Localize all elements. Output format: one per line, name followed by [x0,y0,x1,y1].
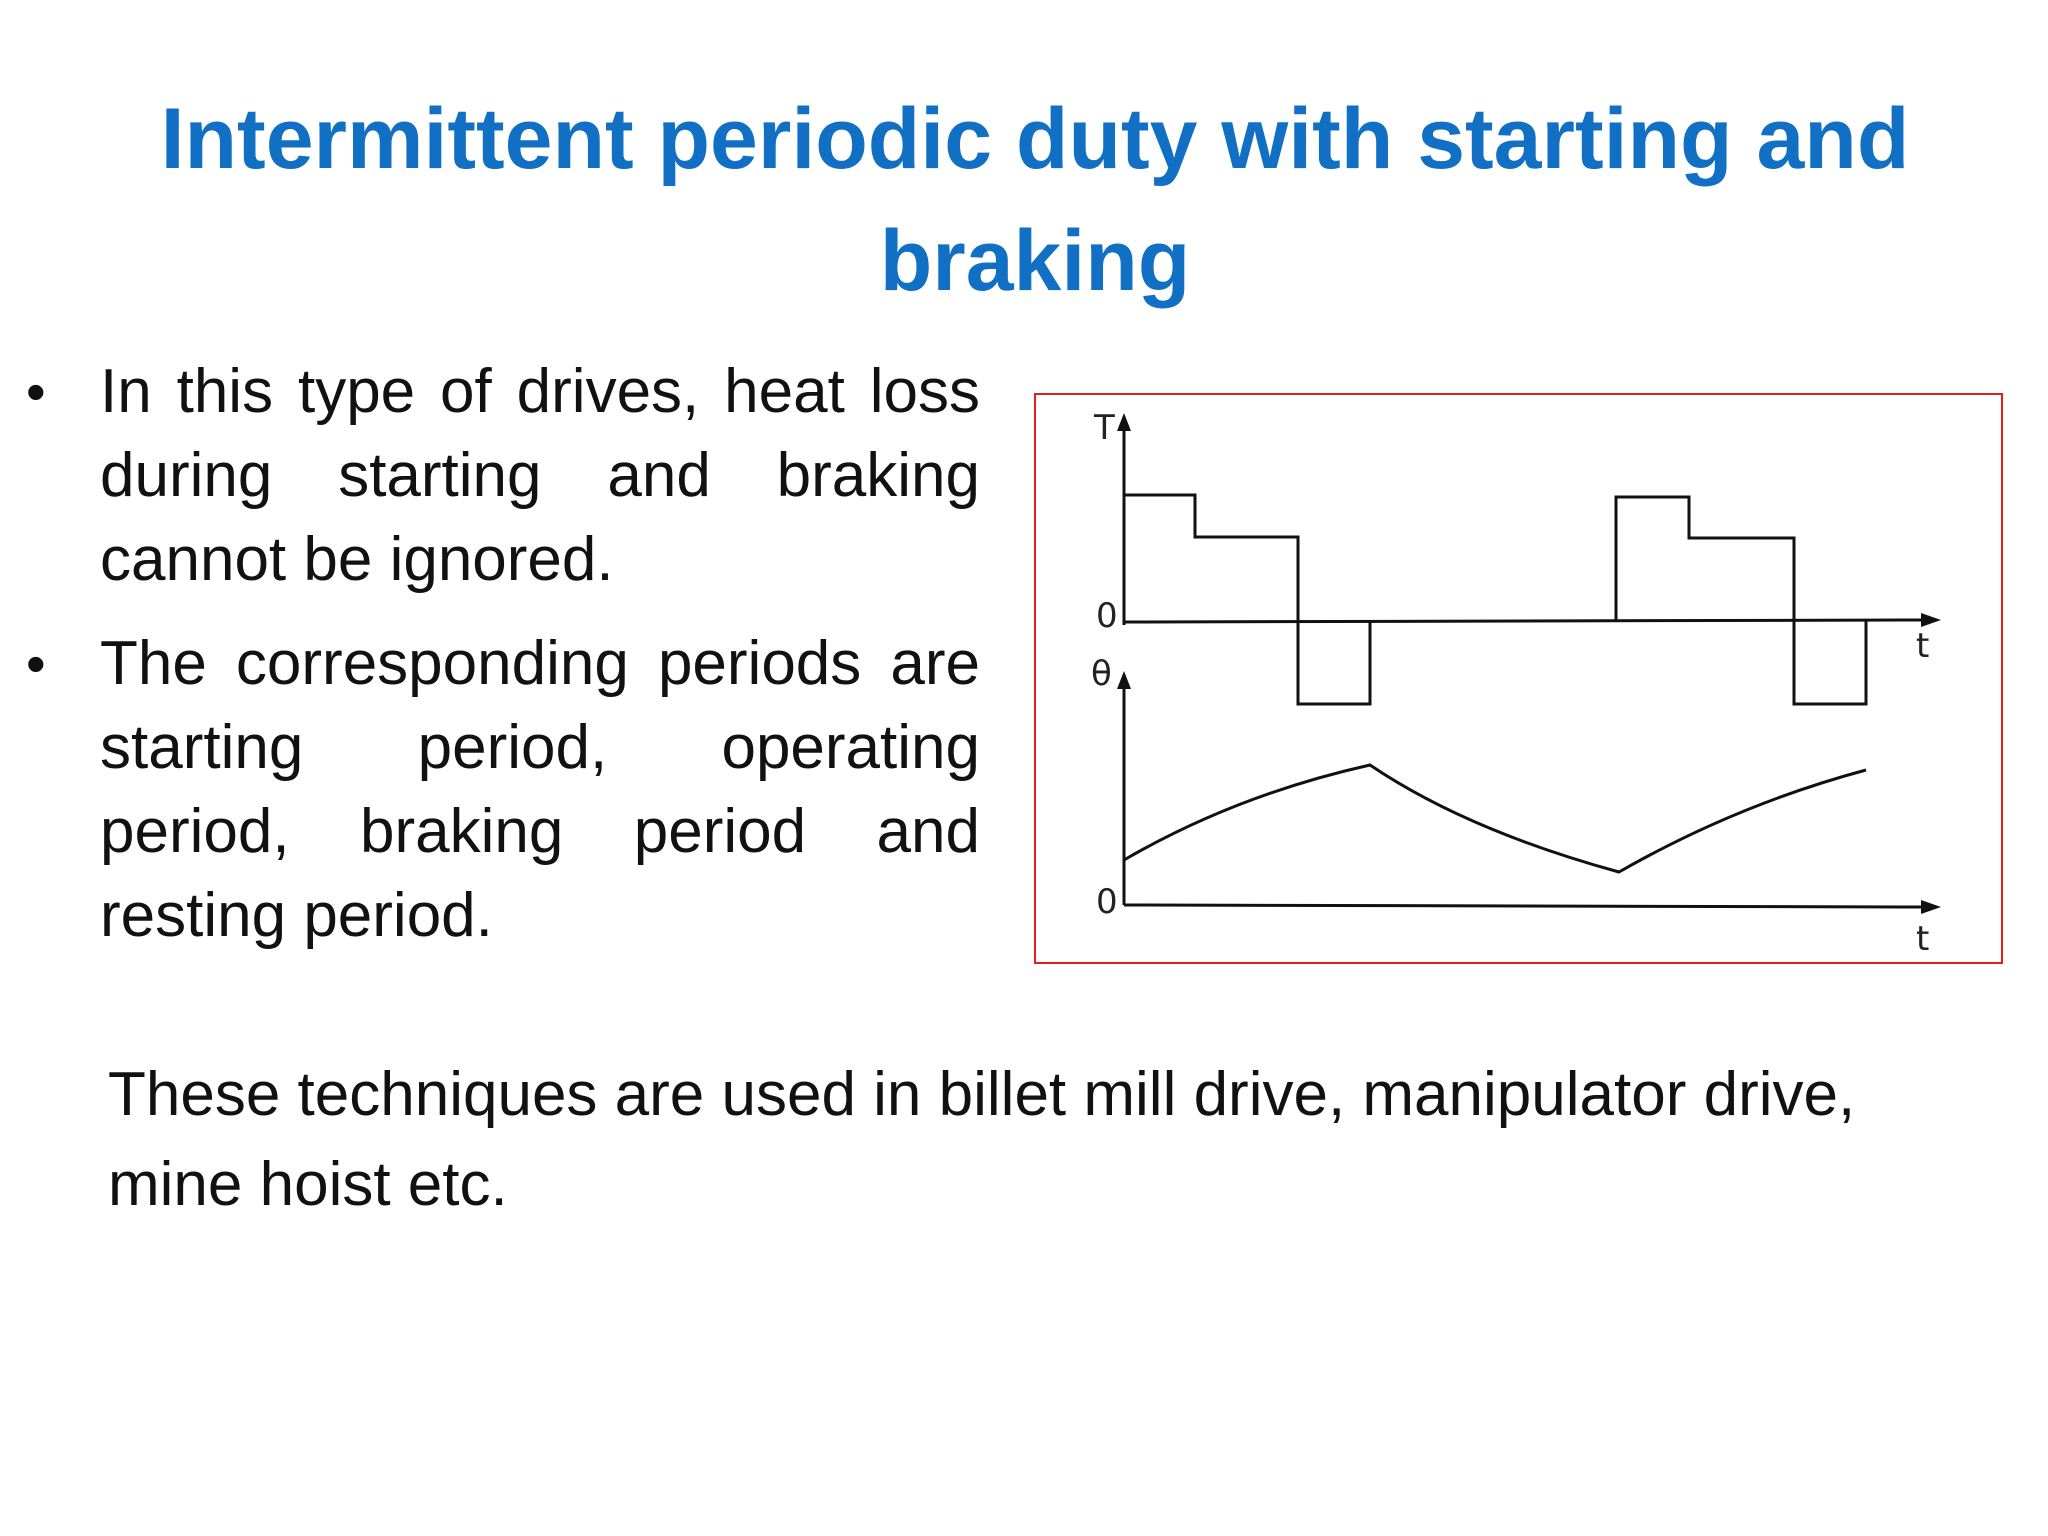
temperature-curve [1124,765,1866,872]
torque-profile-cycle-1 [1124,495,1370,704]
top-time-label: t [1916,626,1930,666]
bottom-time-axis-arrow [1921,900,1941,914]
duty-cycle-figure [1034,393,2003,964]
top-origin-label: 0 [1096,596,1118,636]
slide-title: Intermittent periodic duty with starting and braking [160,91,1910,309]
bullet-text: The corresponding periods are starting period, operating period, braking period and resting period. [100,629,980,950]
duty-cycle-diagram [1036,395,2001,962]
torque-axis-label: T [1094,408,1115,448]
bullet-text: In this type of drives, heat loss during starting and braking cannot be ignored. [100,357,980,594]
bottom-time-axis [1124,905,1926,907]
bullet-item-periods [0,622,980,958]
temperature-axis-label: θ [1091,654,1112,694]
bullet-marker: • [26,632,46,695]
temperature-axis-arrow [1117,671,1131,689]
top-time-axis [1124,620,1926,622]
top-time-axis-arrow [1921,613,1941,627]
bottom-time-label: t [1916,919,1930,959]
torque-profile-cycle-2 [1616,497,1866,704]
bullet-list [0,350,980,978]
bullet-marker: • [26,360,46,423]
bottom-origin-label: 0 [1096,882,1118,922]
torque-axis-arrow [1117,413,1131,431]
usage-note: These techniques are used in billet mill drive, manipulator drive, mine hoist etc. [108,1060,1856,1219]
bullet-item-heat-loss [0,350,980,602]
